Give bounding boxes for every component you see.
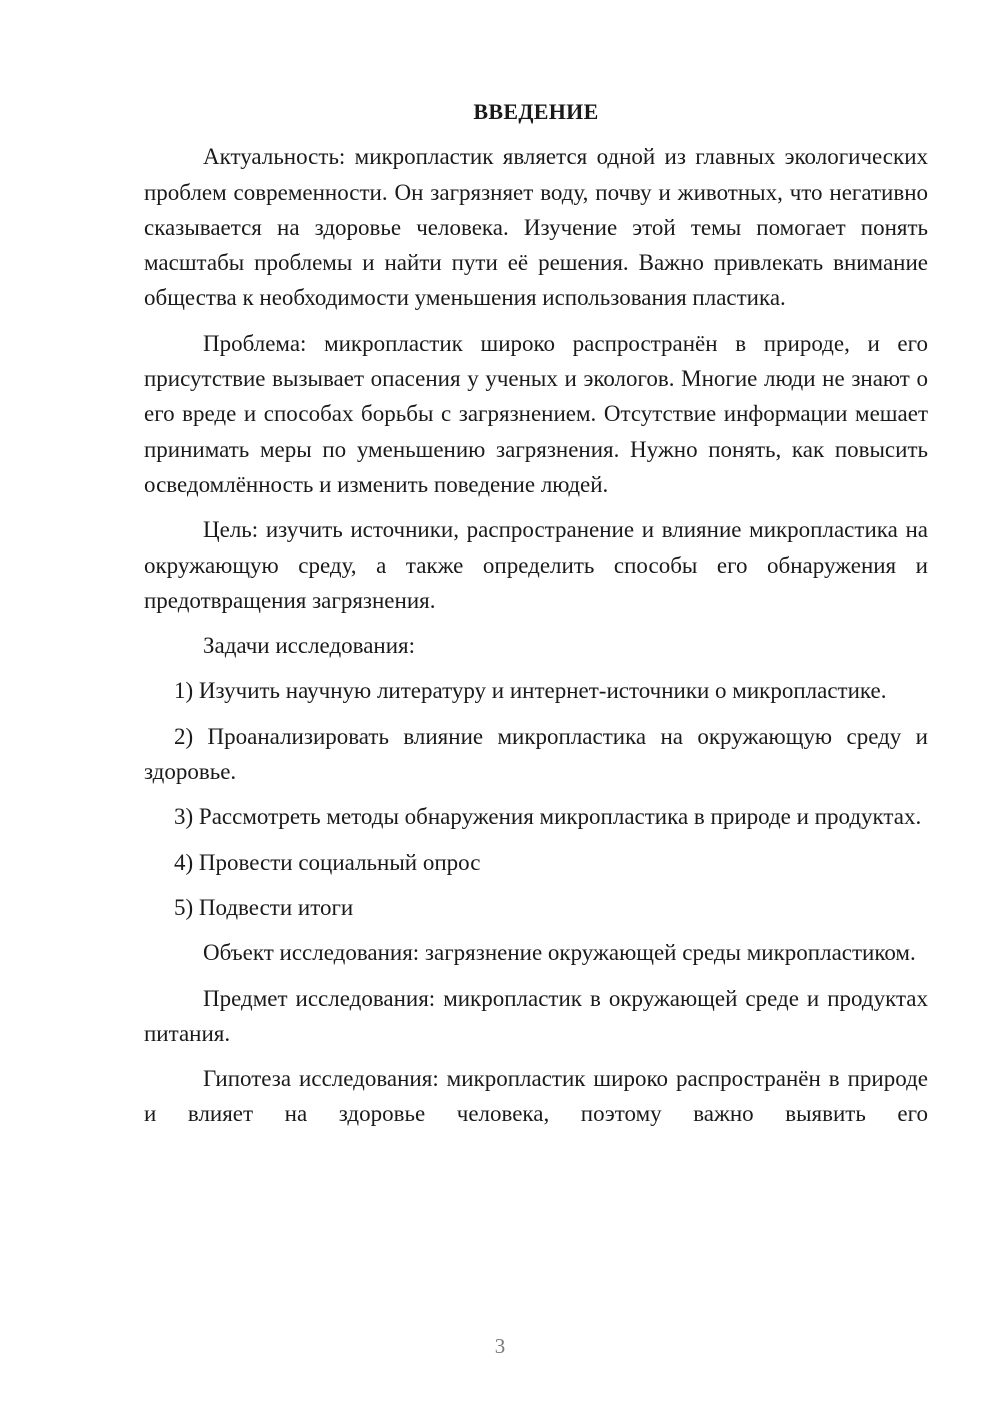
document-body — [144, 94, 928, 1142]
task-item-3: 3) Рассмотреть методы обнаружения микропластика в природе и продуктах. — [174, 804, 922, 830]
task-item-1: 1) Изучить научную литературу и интернет-источники о микропластике. — [174, 678, 887, 704]
task-item-4: 4) Провести социальный опрос — [174, 849, 481, 875]
paragraph-subject: Предмет исследования: микропластик в окружающей среде и продуктах питания. — [144, 985, 928, 1046]
paragraph-goal: Цель: изучить источники, распространение и влияние микропластика на окружающую среду, а также определить способы его обнаружения и предотвращения загрязнения. — [144, 517, 928, 613]
paragraph-problem: Проблема: микропластик широко распространён в природе, и его присутствие вызывает опасения у ученых и экологов. Многие люди не знают о его вреде и способах борьбы с загрязнением. Отсутствие информации мешает принимать меры по уменьшению загрязнения. Нужно понять, как повысить осведомлённость и изменить поведение людей. — [144, 330, 928, 497]
paragraph-object: Объект исследования: загрязнение окружающей среды микропластиком. — [203, 940, 916, 966]
paragraph-tasks-heading: Задачи исследования: — [203, 633, 416, 659]
task-item-2: 2) Проанализировать влияние микропластика на окружающую среду и здоровье. — [144, 723, 928, 785]
paragraph-hypothesis: Гипотеза исследования: микропластик широко распространён в природе и влияет на здоровье человека, поэтому важно выявить его — [144, 1066, 928, 1127]
section-title: ВВЕДЕНИЕ — [473, 99, 599, 124]
paragraph-relevance: Актуальность: микропластик является одной из главных экологических проблем современности. Он загрязняет воду, почву и животных, что негативно сказывается на здоровье человека. Изучение этой темы помогает понять масштабы проблемы и найти пути её решения. Важно привлекать внимание общества к необходимости уменьшения использования пластика. — [144, 144, 928, 311]
page-number: 3 — [494, 1334, 506, 1358]
task-item-5: 5) Подвести итоги — [174, 894, 354, 920]
